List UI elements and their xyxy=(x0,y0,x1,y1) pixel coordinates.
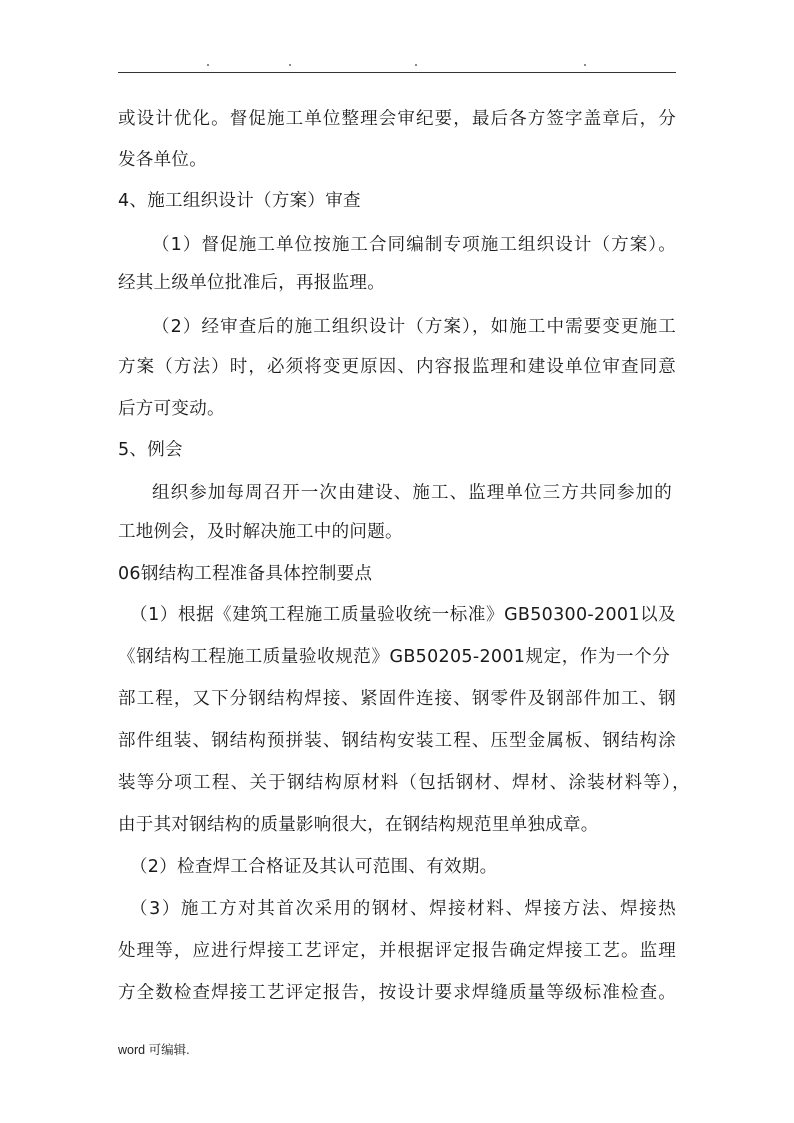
body-line: 部件组装、钢结构预拼装、钢结构安装工程、压型金属板、钢结构涂 xyxy=(118,731,676,751)
header-dot xyxy=(584,64,586,66)
body-line: （1）督促施工单位按施工合同编制专项施工组织设计（方案）。 xyxy=(152,235,676,255)
body-line: 工地例会，及时解决施工中的问题。 xyxy=(118,522,403,542)
section-heading: 4、施工组织设计（方案）审查 xyxy=(118,191,361,211)
body-line: （3）施工方对其首次采用的钢材、焊接材料、焊接方法、焊接热 xyxy=(130,899,676,919)
body-line: （2）检查焊工合格证及其认可范围、有效期。 xyxy=(130,857,498,877)
body-line: 经其上级单位批准后，再报监理。 xyxy=(118,273,385,293)
header-dot xyxy=(415,64,417,66)
body-line: 装等分项工程、关于钢结构原材料（包括钢材、焊材、涂装材料等）， xyxy=(118,773,690,793)
body-line: 由于其对钢结构的质量影响很大，在钢结构规范里单独成章。 xyxy=(118,815,599,835)
body-line: 发各单位。 xyxy=(118,150,207,170)
body-line: 方案（方法）时，必须将变更原因、内容报监理和建设单位审查同意 xyxy=(118,357,676,377)
header-dot xyxy=(289,64,291,66)
body-line: 《钢结构工程施工质量验收规范》GB50205-2001规定，作为一个分 xyxy=(118,647,670,667)
header-dot xyxy=(207,64,209,66)
body-line: （1）根据《建筑工程施工质量验收统一标准》GB50300-2001以及 xyxy=(130,605,676,625)
section-heading: 06钢结构工程准备具体控制要点 xyxy=(118,564,373,584)
body-line: 组织参加每周召开一次由建设、施工、监理单位三方共同参加的 xyxy=(152,483,672,503)
body-line: 后方可变动。 xyxy=(118,399,225,419)
header-rule xyxy=(118,72,676,73)
section-heading: 5、例会 xyxy=(118,440,183,460)
body-line: 方全数检查焊接工艺评定报告，按设计要求焊缝质量等级标准检查。 xyxy=(118,983,676,1003)
body-line: 部工程，又下分钢结构焊接、紧固件连接、钢零件及钢部件加工、钢 xyxy=(118,689,676,709)
body-line: （2）经审查后的施工组织设计（方案），如施工中需要变更施工 xyxy=(152,317,676,337)
body-line: 或设计优化。督促施工单位整理会审纪要，最后各方签字盖章后，分 xyxy=(118,109,676,129)
body-line: 处理等，应进行焊接工艺评定，并根据评定报告确定焊接工艺。监理 xyxy=(118,941,676,961)
footer-note: word 可编辑. xyxy=(118,1043,190,1057)
